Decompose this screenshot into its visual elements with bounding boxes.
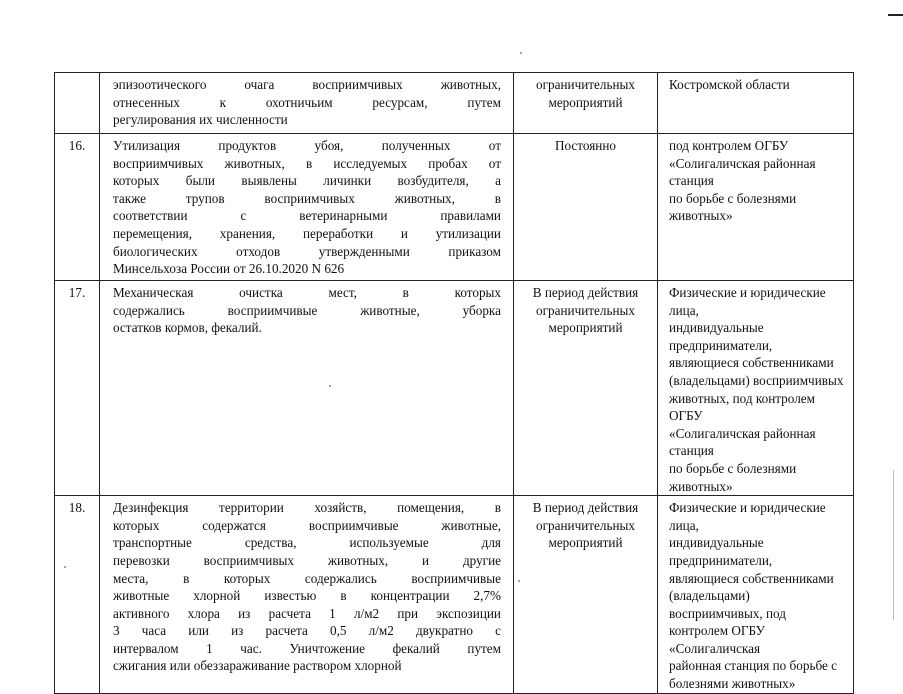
description-line: также трупов восприимчивых животных, в	[113, 190, 501, 206]
row-number: 16.	[68, 138, 86, 153]
description-line: регулирования их численности	[113, 112, 288, 128]
description-line: отнесенных к охотничьим ресурсам, путем	[113, 94, 501, 110]
responsible-cell	[658, 281, 854, 496]
responsible-line: районная станция по борьбе с	[669, 658, 837, 674]
responsible-cell	[658, 496, 854, 694]
description-line: сжигания или обеззараживание раствором хлорной	[113, 658, 402, 674]
table-row	[55, 281, 854, 496]
row-number-cell	[55, 281, 100, 496]
row-number: 17.	[68, 285, 86, 300]
table-row	[55, 73, 854, 134]
description-line: Дезинфекция территории хозяйств, помещения, в	[113, 500, 501, 516]
scan-speck	[520, 52, 522, 54]
responsible-line: являющиеся собственниками	[669, 570, 834, 586]
responsible-line: контролем ОГБУ «Солигаличская	[669, 623, 765, 656]
description-line: которых содержатся восприимчивые животные,	[113, 517, 501, 533]
description-line: соответствии с ветеринарными правилами	[113, 208, 501, 224]
description-cell	[100, 281, 514, 496]
period-cell	[514, 281, 658, 496]
responsible-line: по борьбе с болезнями животных»	[669, 190, 797, 224]
description-line: активного хлора из расчета 1 л/м2 при экспозиции	[113, 605, 501, 621]
description-line: восприимчивых животных, в исследуемых пробах от	[113, 155, 501, 171]
scan-edge-mark	[893, 470, 894, 620]
period-cell	[514, 496, 658, 694]
period-line: В период действия	[532, 285, 639, 300]
measures-table	[54, 72, 854, 694]
row-number-cell	[55, 73, 100, 134]
description-line: транспортные средства, используемые для	[113, 535, 501, 551]
period-line: ограничительных	[536, 302, 635, 318]
description-line: места, в которых содержались восприимчивые	[113, 570, 501, 586]
row-number-cell	[55, 496, 100, 694]
responsible-line: Костромской области	[669, 77, 790, 92]
description-line: содержались восприимчивые животные, уборка	[113, 302, 501, 318]
description-line: животные хлорной известью в концентрации 2,7%	[113, 588, 501, 604]
row-number-cell	[55, 134, 100, 281]
responsible-line: «Солигаличская районная станция	[669, 155, 816, 189]
description-line: остатков кормов, фекалий.	[113, 320, 262, 336]
period-line: ограничительных	[536, 77, 635, 92]
responsible-line: Физические и юридические лица,	[669, 285, 826, 318]
period-cell	[514, 73, 658, 134]
table-row	[55, 496, 854, 694]
description-line: биологических отходов утвержденными приказом	[113, 243, 501, 259]
table-row	[55, 134, 854, 281]
responsible-cell	[658, 73, 854, 134]
responsible-line: болезнями животных»	[669, 676, 796, 692]
period-line: мероприятий	[548, 535, 623, 551]
description-cell	[100, 73, 514, 134]
scan-corner-mark	[888, 14, 903, 16]
description-cell	[100, 496, 514, 694]
period-line: мероприятий	[548, 94, 623, 110]
responsible-line: индивидуальные предприниматели,	[669, 320, 773, 353]
period-line: В период действия	[532, 500, 639, 516]
responsible-line: по борьбе с болезнями животных»	[669, 460, 797, 494]
description-line: интервалом 1 час. Уничтожение фекалий путем	[113, 640, 501, 656]
description-line: Минсельхоза России от 26.10.2020 N 626	[113, 261, 345, 277]
responsible-line: под контролем ОГБУ	[669, 138, 789, 153]
responsible-line: животных, под контролем ОГБУ	[669, 390, 815, 424]
responsible-line: «Солигаличская районная станция	[669, 425, 816, 459]
description-line: которых были выявлены личинки возбудителя, а	[113, 173, 501, 189]
description-line: перемещения, хранения, переработки и утилизации	[113, 225, 501, 241]
description-cell	[100, 134, 514, 281]
responsible-line: индивидуальные предприниматели,	[669, 535, 773, 568]
period-line: ограничительных	[536, 517, 635, 533]
row-number: 18.	[68, 500, 86, 516]
period-line: Постоянно	[554, 138, 616, 153]
responsible-line: (владельцами) восприимчивых	[669, 372, 844, 388]
responsible-line: Физические и юридические лица,	[669, 500, 826, 533]
description-line: 3 часа или из расчета 0,5 л/м2 двукратно с	[113, 623, 501, 639]
description-line: Механическая очистка мест, в которых	[113, 285, 501, 300]
period-cell	[514, 134, 658, 281]
responsible-line: являющиеся собственниками	[669, 355, 834, 371]
description-line: Утилизация продуктов убоя, полученных от	[113, 138, 501, 153]
row-number	[55, 73, 99, 76]
period-line: мероприятий	[548, 320, 623, 336]
description-line: эпизоотического очага восприимчивых животных,	[113, 77, 501, 92]
responsible-cell	[658, 134, 854, 281]
responsible-line: (владельцами) восприимчивых, под	[669, 588, 786, 621]
description-line: перевозки восприимчивых животных, и другие	[113, 552, 501, 568]
